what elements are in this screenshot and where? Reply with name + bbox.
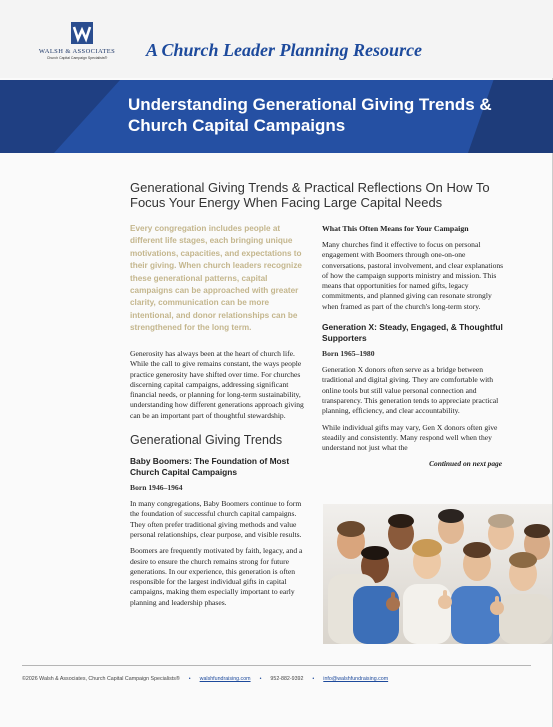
walsh-logo	[34, 22, 120, 70]
boomers-heading: Baby Boomers: The Foundation of Most Church Capital Campaigns	[130, 456, 290, 478]
footer-website-link[interactable]: walshfundraising.com	[199, 676, 251, 682]
genx-paragraph-1: Generation X donors often serve as a bridge between traditional and digital giving. They are comfortable with online tools but still value personal connection and transparency. This generation tends to appreciate practical planning, efficiency, and clear accountability.	[322, 365, 499, 416]
campaign-meaning-paragraph: Many churches find it effective to focus on personal engagement with Boomers through one-on-one conversations, pastoral involvement, and clear explanations of how the campaign supports ministry and mission. This means that opportunities for named gifts, legacy commitments, and planned giving can resonate strongly when framed as part of the church's long-term story.	[322, 240, 504, 311]
page-subtitle: Generational Giving Trends & Practical Reflections On How To Focus Your Energy When Facing Large Capital Needs	[130, 180, 490, 210]
footer-email-link[interactable]: info@walshfundraising.com	[323, 676, 389, 682]
footer-bullet: •	[188, 676, 191, 682]
genx-paragraph-2: While individual gifts may vary, Gen X donors often give steadily and consistently. Many respond well when they understand not just what the	[322, 422, 498, 453]
intro-callout: Every congregation includes people at different life stages, each bringing unique motivations, capacities, and expectations to their giving. When church leaders recognize these generational patterns, capital campaigns can be approached with greater clarity, communication can be more intentional, and donor relationships can be strengthened for the long term.	[130, 224, 302, 333]
boomers-paragraph-2: Boomers are frequently motivated by faith, legacy, and a desire to ensure the church remains strong for future generations. In our experience, this generation is often responsible for the largest individual gifts in capital campaigns, making them especially important to early planning and leadership phases.	[130, 546, 303, 607]
campaign-meaning-heading: What This Often Means for Your Campaign	[322, 224, 469, 233]
logo-tagline: Church Capital Campaign Specialists®	[46, 56, 108, 60]
footer-bullet: •	[312, 676, 315, 682]
footer-divider	[22, 665, 531, 666]
continued-note: Continued on next page	[429, 459, 502, 469]
generosity-paragraph: Generosity has always been at the heart of church life. While the call to give remains constant, the ways people practice generosity have shifted over time. For churches discerning capital campaigns, addressing significant financial needs, or planning for long-term sustainability, understanding how different generations approach giving can be an important part of thoughtful stewardship.	[130, 349, 304, 420]
title-banner	[0, 80, 553, 153]
footer-phone: 952-882-9392	[270, 676, 304, 682]
section-heading-trends: Generational Giving Trends	[130, 433, 283, 448]
right-column	[322, 224, 510, 468]
boomers-paragraph-1: In many congregations, Baby Boomers continue to form the foundation of successful church capital campaigns. They often prefer traditional giving methods and value personal relationships, clear purpose, and visible results.	[130, 499, 302, 539]
footer-copyright: ©2026 Walsh & Associates, Church Capital Campaign Specialists®	[22, 676, 180, 682]
left-column	[130, 349, 310, 614]
w-logo-icon	[71, 22, 93, 44]
footer-bullet: •	[259, 676, 262, 682]
genx-born: Born 1965–1980	[322, 349, 375, 359]
group-photo	[323, 504, 552, 644]
resource-label: A Church Leader Planning Resource	[146, 40, 423, 60]
genx-heading: Generation X: Steady, Engaged, & Thoughtful Supporters	[322, 322, 503, 344]
banner-accent-left	[0, 80, 120, 153]
page-header	[0, 0, 553, 78]
boomers-born: Born 1946–1964	[130, 483, 183, 493]
logo-company-name: WALSH & ASSOCIATES	[38, 48, 116, 55]
page-footer	[22, 676, 531, 682]
page-title: Understanding Generational Giving Trends & Church Capital Campaigns	[128, 95, 492, 135]
